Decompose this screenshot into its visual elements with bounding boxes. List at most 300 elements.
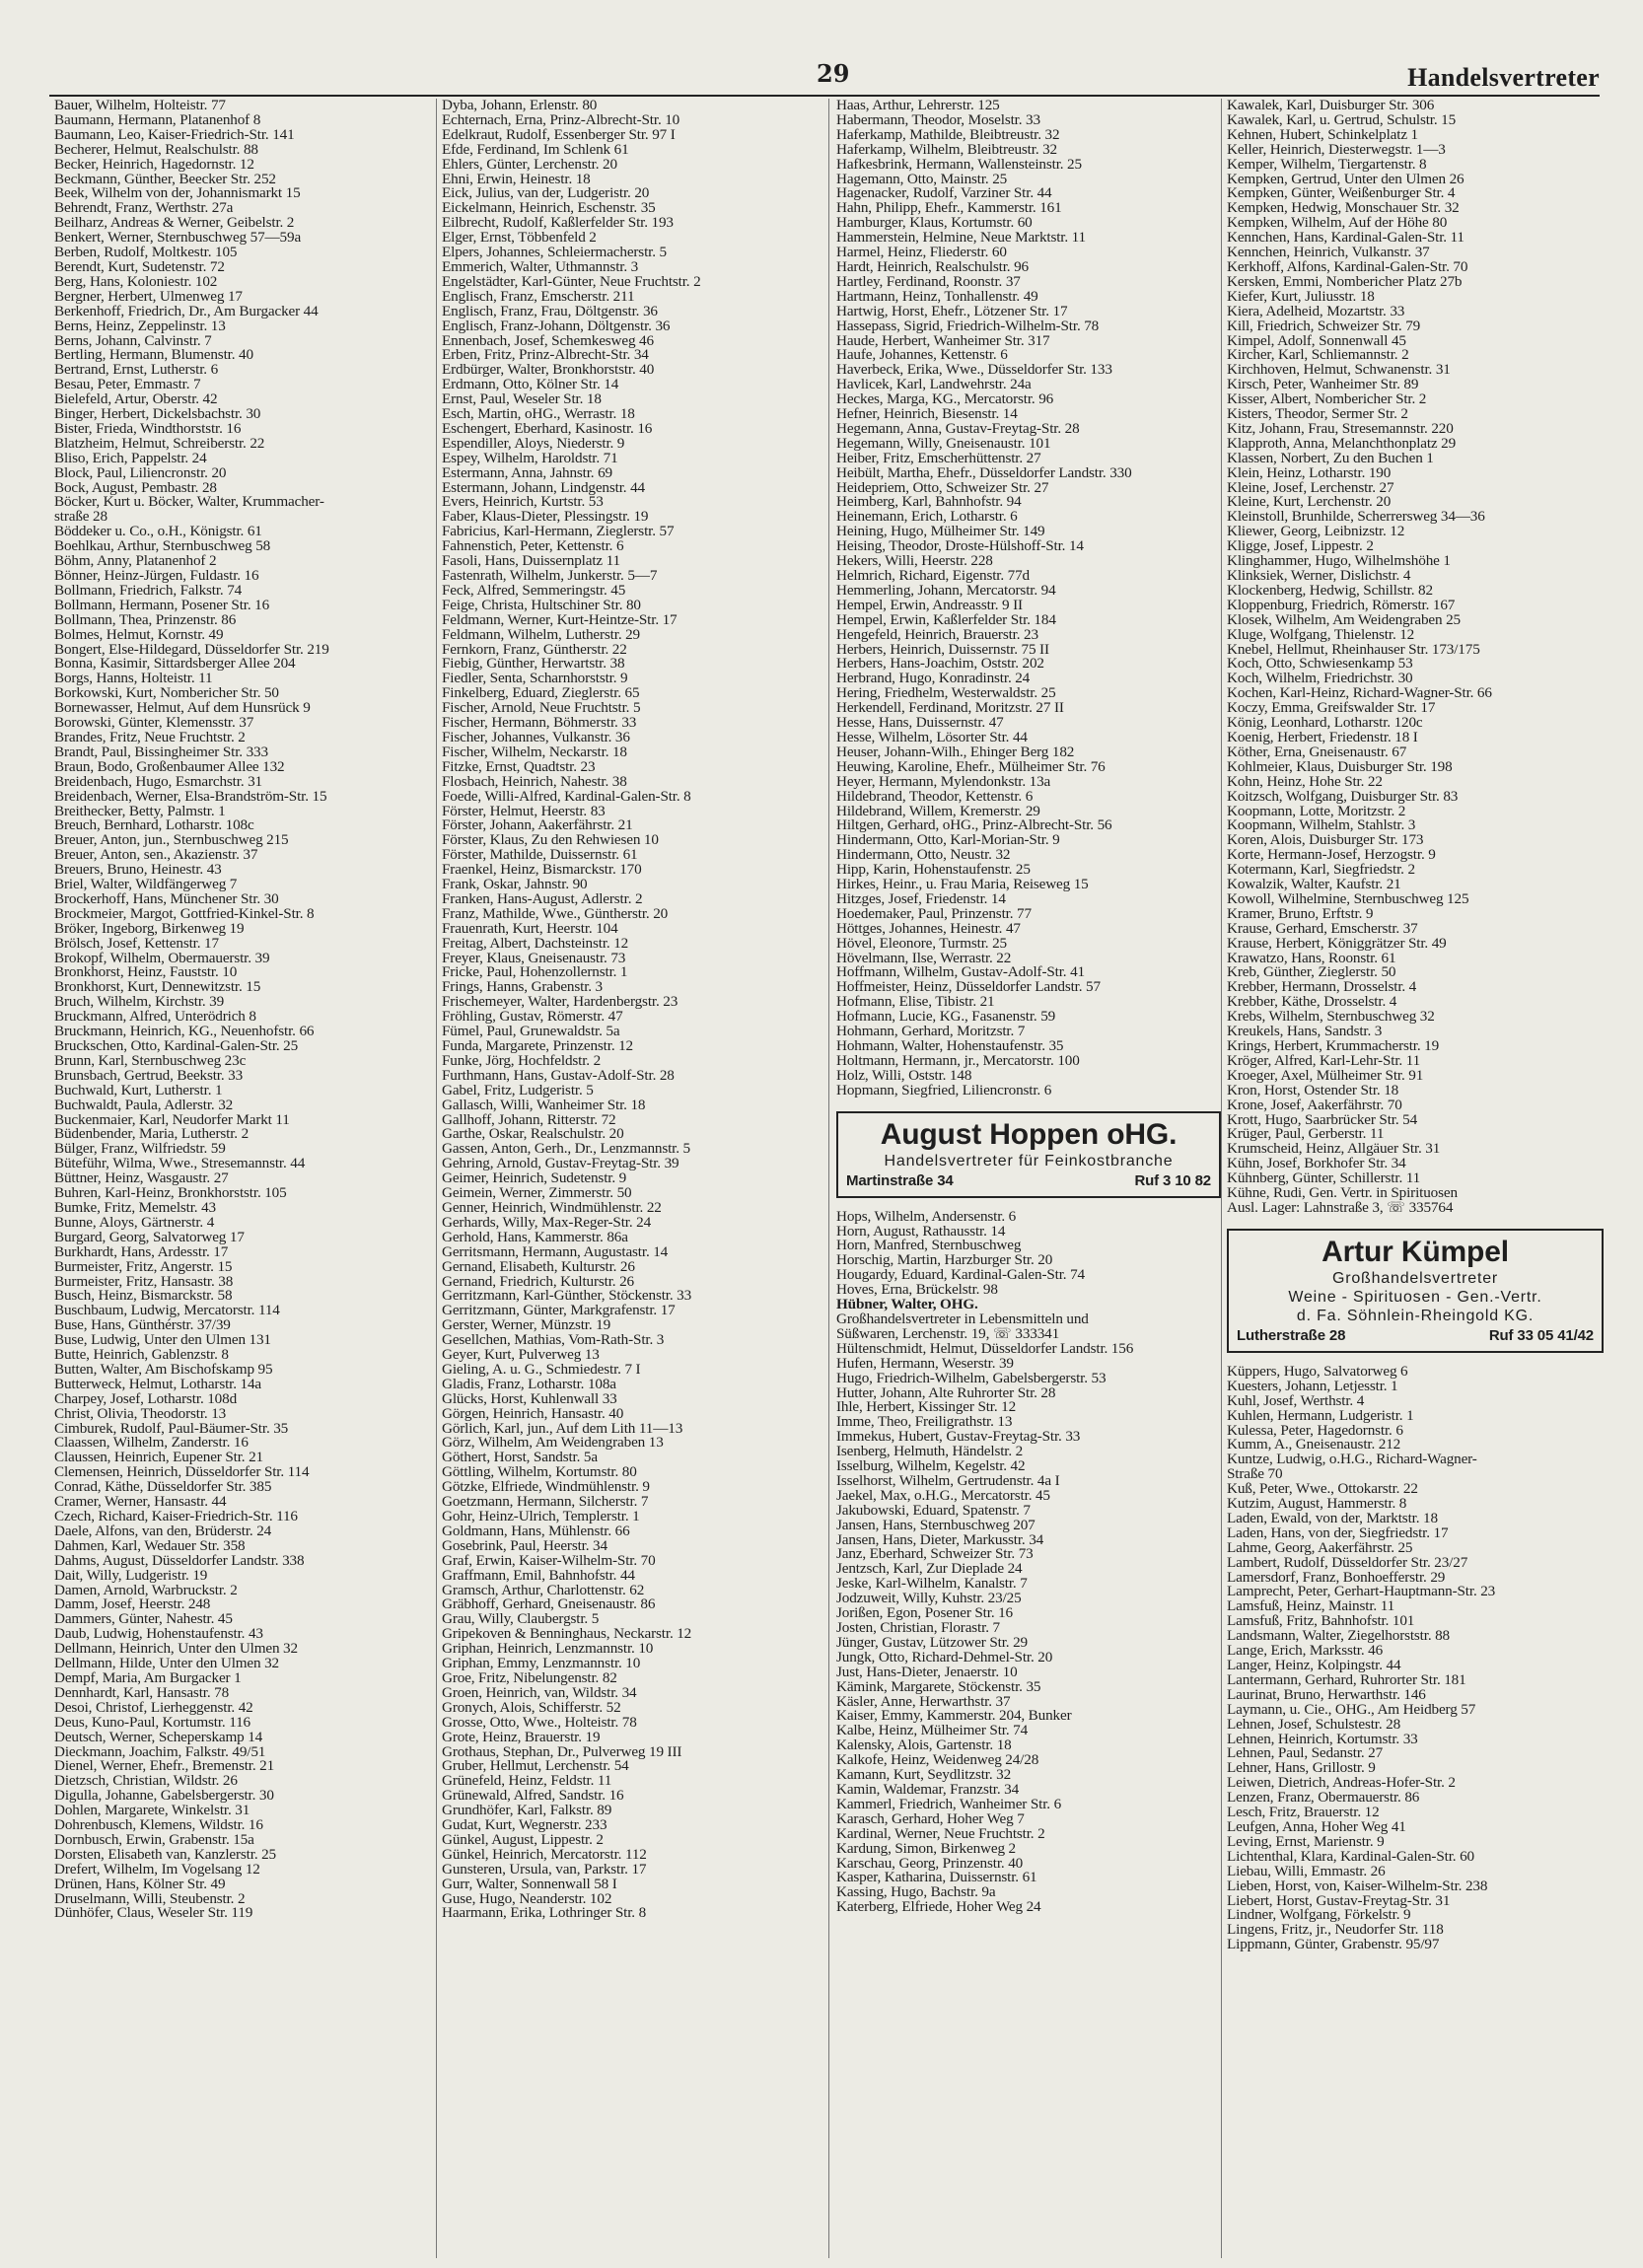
directory-entry: Bruckmann, Alfred, Unterödrich 8 (54, 1010, 256, 1026)
directory-entry: Haas, Arthur, Lehrerstr. 125 (836, 99, 1000, 113)
directory-entry: Brandes, Fritz, Neue Fruchtstr. 2 (54, 730, 246, 745)
directory-entry: Hardt, Heinrich, Realschulstr. 96 (836, 259, 1029, 275)
directory-entry: Kuhlen, Hermann, Ludgeristr. 1 (1227, 1408, 1414, 1424)
directory-entry: Jorißen, Egon, Posener Str. 16 (836, 1606, 1014, 1621)
directory-entry: Lamsfuß, Heinz, Mainstr. 11 (1227, 1599, 1395, 1615)
directory-entry: Förster, Mathilde, Duissernstr. 61 (442, 848, 638, 864)
directory-entry: Dammers, Günter, Nahestr. 45 (54, 1612, 233, 1628)
directory-entry: Koitzsch, Wolfgang, Duisburger Str. 83 (1227, 789, 1459, 805)
directory-entry: Leufgen, Anna, Hoher Weg 41 (1227, 1819, 1406, 1835)
directory-entry: Gronych, Alois, Schifferstr. 52 (442, 1700, 621, 1716)
directory-entry: Hesse, Hans, Duissernstr. 47 (836, 716, 1004, 731)
directory-entry: Kennchen, Heinrich, Vulkanstr. 37 (1227, 246, 1430, 260)
directory-entry: Busch, Heinz, Bismarckstr. 58 (54, 1289, 233, 1305)
directory-entry: Hahn, Philipp, Ehefr., Kammerstr. 161 (836, 201, 1062, 217)
directory-entry: Hempel, Erwin, Kaßlerfelder Str. 184 (836, 612, 1056, 628)
directory-entry: Kloppenburg, Friedrich, Römerstr. 167 (1227, 598, 1456, 613)
directory-entry: Feldmann, Werner, Kurt-Heintze-Str. 17 (442, 612, 678, 628)
directory-entry: Gerhards, Willy, Max-Reger-Str. 24 (442, 1215, 652, 1231)
directory-entry: Hemmerling, Johann, Mercatorstr. 94 (836, 583, 1056, 599)
directory-entry: Faber, Klaus-Dieter, Plessingstr. 19 (442, 510, 649, 526)
directory-entry: Kempken, Hedwig, Monschauer Str. 32 (1227, 201, 1460, 217)
directory-entry: Kalkofe, Heinz, Weidenweg 24/28 (836, 1753, 1039, 1769)
directory-entry: Fischer, Wilhelm, Neckarstr. 18 (442, 744, 627, 760)
directory-entry: Druselmann, Willi, Steubenstr. 2 (54, 1891, 246, 1907)
directory-entry: Dahms, August, Düsseldorfer Landstr. 338 (54, 1553, 305, 1569)
directory-entry: Lenzen, Franz, Obermauerstr. 86 (1227, 1791, 1420, 1807)
directory-entry: Goldmann, Hans, Mühlenstr. 66 (442, 1524, 630, 1539)
directory-entry: Heuwing, Karoline, Ehefr., Mülheimer Str. 76 (836, 759, 1106, 775)
directory-entry: Bertrand, Ernst, Lutherstr. 6 (54, 363, 219, 379)
directory-entry: Funke, Jörg, Hochfeldstr. 2 (442, 1053, 602, 1069)
directory-entry: Breuch, Bernhard, Lotharstr. 108c (54, 818, 254, 834)
directory-entry: Laymann, u. Cie., OHG., Am Heidberg 57 (1227, 1702, 1476, 1718)
directory-entry: Englisch, Franz-Johann, Döltgenstr. 36 (442, 319, 671, 334)
directory-entry: Großhandelsvertreter in Lebensmitteln und (836, 1311, 1089, 1327)
directory-entry: Gunsteren, Ursula, van, Parkstr. 17 (442, 1862, 647, 1878)
directory-entry: Krebber, Hermann, Drosselstr. 4 (1227, 980, 1417, 996)
directory-entry: Dünhöfer, Claus, Weseler Str. 119 (54, 1906, 253, 1922)
directory-entry: Desoi, Christof, Lierheggenstr. 42 (54, 1700, 253, 1716)
directory-entry: Klosek, Wilhelm, Am Weidengraben 25 (1227, 612, 1461, 628)
directory-entry: Haferkamp, Wilhelm, Bleibtreustr. 32 (836, 142, 1057, 158)
directory-entry: Klockenberg, Hedwig, Schillstr. 82 (1227, 583, 1433, 599)
directory-entry: Hohmann, Walter, Hohenstaufenstr. 35 (836, 1039, 1064, 1054)
directory-entry: Krüger, Paul, Gerberstr. 11 (1227, 1127, 1385, 1143)
directory-entry: Beek, Wilhelm von der, Johannismarkt 15 (54, 186, 301, 202)
directory-entry: Breidenbach, Werner, Elsa-Brandström-Str. 15 (54, 789, 327, 805)
directory-entry: Haverbeck, Erika, Wwe., Düsseldorfer Str. 133 (836, 363, 1112, 379)
directory-entry: Kassing, Hugo, Bachstr. 9a (836, 1885, 996, 1901)
directory-entry: Gerster, Werner, Münzstr. 19 (442, 1318, 611, 1334)
directory-entry: Isselhorst, Wilhelm, Gertrudenstr. 4a I (836, 1473, 1060, 1489)
directory-entry: Borgs, Hanns, Holteistr. 11 (54, 672, 213, 687)
directory-entry: Lindner, Wolfgang, Förkelstr. 9 (1227, 1908, 1411, 1924)
directory-entry: Havlicek, Karl, Landwehrstr. 24a (836, 378, 1032, 393)
advert-line: Großhandelsvertreter (1331, 1269, 1499, 1287)
directory-entry: Grundhöfer, Karl, Falkstr. 89 (442, 1804, 612, 1819)
directory-entry: Griphan, Heinrich, Lenzmannstr. 10 (442, 1642, 654, 1658)
directory-entry: Böddeker u. Co., o.H., Königstr. 61 (54, 525, 262, 540)
directory-entry: Hitzges, Josef, Friedenstr. 14 (836, 891, 1006, 907)
directory-entry: Kleine, Kurt, Lerchenstr. 20 (1227, 495, 1392, 511)
directory-entry: Bolmes, Helmut, Kornstr. 49 (54, 627, 224, 643)
directory-entry: Kasper, Katharina, Duissernstr. 61 (836, 1871, 1037, 1886)
directory-entry: Koch, Wilhelm, Friedrichstr. 30 (1227, 672, 1413, 687)
directory-entry: Hougardy, Eduard, Kardinal-Galen-Str. 74 (836, 1268, 1085, 1284)
directory-entry: Fischer, Johannes, Vulkanstr. 36 (442, 730, 630, 745)
directory-entry: Haferkamp, Mathilde, Bleibtreustr. 32 (836, 127, 1060, 143)
directory-entry: Buchwald, Kurt, Lutherstr. 1 (54, 1083, 223, 1099)
directory-entry: Kulessa, Peter, Hagedornstr. 6 (1227, 1423, 1403, 1439)
directory-entry: Evers, Heinrich, Kurtstr. 53 (442, 495, 604, 511)
directory-entry: Heuser, Johann-Wilh., Ehinger Berg 182 (836, 744, 1075, 760)
directory-entry: Fernkorn, Franz, Güntherstr. 22 (442, 642, 627, 658)
directory-entry: Conrad, Käthe, Düsseldorfer Str. 385 (54, 1480, 272, 1496)
directory-entry: Herbers, Hans-Joachim, Oststr. 202 (836, 657, 1044, 673)
directory-entry: Kamin, Waldemar, Franzstr. 34 (836, 1782, 1020, 1798)
directory-entry: Hoedemaker, Paul, Prinzenstr. 77 (836, 906, 1032, 922)
directory-entry: Jodzuweit, Willy, Kuhstr. 23/25 (836, 1592, 1022, 1607)
directory-entry: Hammerstein, Helmine, Neue Marktstr. 11 (836, 231, 1086, 247)
directory-entry: Bollmann, Hermann, Posener Str. 16 (54, 598, 270, 613)
directory-entry: Kempken, Gertrud, Unter den Ulmen 26 (1227, 172, 1464, 187)
directory-entry: Dait, Willy, Ludgeristr. 19 (54, 1568, 208, 1584)
directory-entry: Hartley, Ferdinand, Roonstr. 37 (836, 274, 1021, 290)
directory-entry: Bock, August, Pembastr. 28 (54, 480, 217, 496)
directory-entry: Lieben, Horst, von, Kaiser-Wilhelm-Str. 238 (1227, 1878, 1488, 1894)
directory-entry: Drefert, Wilhelm, Im Vogelsang 12 (54, 1862, 260, 1878)
directory-entry: Kawalek, Karl, Duisburger Str. 306 (1227, 99, 1435, 113)
directory-entry: Hegemann, Willy, Gneisenaustr. 101 (836, 436, 1051, 452)
directory-entry: Cramer, Werner, Hansastr. 44 (54, 1495, 227, 1510)
directory-entry: Kehnen, Hubert, Schinkelplatz 1 (1227, 127, 1418, 143)
directory-entry: Gallhoff, Johann, Ritterstr. 72 (442, 1112, 616, 1128)
directory-entry: Gripekoven & Benninghaus, Neckarstr. 12 (442, 1627, 692, 1643)
directory-entry: Karasch, Gerhard, Hoher Weg 7 (836, 1811, 1025, 1827)
directory-entry: Küppers, Hugo, Salvatorweg 6 (1227, 1364, 1408, 1380)
directory-entry: Engelstädter, Karl-Günter, Neue Fruchtstr. 2 (442, 274, 701, 290)
directory-entry: Gesellchen, Mathias, Vom-Rath-Str. 3 (442, 1333, 665, 1349)
directory-entry: Kalbe, Heinz, Mülheimer Str. 74 (836, 1724, 1029, 1739)
directory-entry: Lehnen, Heinrich, Kortumstr. 33 (1227, 1732, 1418, 1747)
directory-entry: Görlich, Karl, jun., Auf dem Lith 11—13 (442, 1421, 683, 1437)
directory-entry: Kühne, Rudi, Gen. Vertr. in Spirituosen (1227, 1186, 1458, 1201)
directory-entry: Immekus, Hubert, Gustav-Freytag-Str. 33 (836, 1430, 1081, 1446)
directory-entry: Lamprecht, Peter, Gerhart-Hauptmann-Str. 23 (1227, 1585, 1496, 1600)
directory-entry: Breuer, Anton, jun., Sternbuschweg 215 (54, 833, 289, 849)
directory-entry: Hohmann, Gerhard, Moritzstr. 7 (836, 1025, 1026, 1039)
directory-entry: Kaiser, Emmy, Kammerstr. 204, Bunker (836, 1709, 1072, 1725)
directory-entry: Gurr, Walter, Sonnenwall 58 I (442, 1877, 617, 1892)
directory-entry: Kersken, Emmi, Nombericher Platz 27b (1227, 274, 1463, 290)
directory-entry: Dornbusch, Erwin, Grabenstr. 15a (54, 1832, 254, 1848)
advert-name: Artur Kümpel (1322, 1235, 1509, 1268)
directory-entry: Hipp, Karin, Hohenstaufenstr. 25 (836, 863, 1031, 879)
directory-entry: Geimer, Heinrich, Sudetenstr. 9 (442, 1171, 627, 1187)
directory-entry: Klapproth, Anna, Melanchthonplatz 29 (1227, 436, 1457, 452)
directory-entry: Hartwig, Horst, Ehefr., Lötzener Str. 17 (836, 304, 1068, 319)
directory-entry: Fraenkel, Heinz, Bismarckstr. 170 (442, 863, 642, 879)
directory-entry: Eickelmann, Heinrich, Eschenstr. 35 (442, 201, 656, 217)
directory-entry: Kennchen, Hans, Kardinal-Galen-Str. 11 (1227, 231, 1464, 247)
directory-entry: Kluge, Wolfgang, Thielenstr. 12 (1227, 627, 1415, 643)
directory-entry: Liebert, Horst, Gustav-Freytag-Str. 31 (1227, 1893, 1451, 1909)
directory-entry: Hindermann, Otto, Karl-Morian-Str. 9 (836, 833, 1060, 849)
directory-entry: Beckmann, Günther, Beecker Str. 252 (54, 172, 276, 187)
directory-entry: Hassepass, Sigrid, Friedrich-Wilhelm-Str. 78 (836, 319, 1100, 334)
directory-entry: Buhren, Karl-Heinz, Bronkhorststr. 105 (54, 1186, 287, 1201)
directory-entry: Kempken, Günter, Weißenburger Str. 4 (1227, 186, 1456, 202)
directory-entry: Kohn, Heinz, Hohe Str. 22 (1227, 774, 1383, 790)
directory-entry: Lange, Erich, Marksstr. 46 (1227, 1644, 1384, 1659)
directory-entry: Estermann, Johann, Lindgenstr. 44 (442, 480, 645, 496)
directory-entry: Lamsfuß, Fritz, Bahnhofstr. 101 (1227, 1614, 1415, 1630)
directory-entry: Büdenbender, Maria, Lutherstr. 2 (54, 1127, 250, 1143)
directory-entry: Cimburek, Rudolf, Paul-Bäumer-Str. 35 (54, 1421, 289, 1437)
directory-entry: Kämink, Margarete, Stöckenstr. 35 (836, 1679, 1041, 1695)
directory-entry: Grünewald, Alfred, Sandstr. 16 (442, 1789, 624, 1805)
directory-entry: Baumann, Leo, Kaiser-Friedrich-Str. 141 (54, 127, 295, 143)
directory-entry: Bronkhorst, Heinz, Fauststr. 10 (54, 965, 238, 981)
directory-entry: Kowalzik, Walter, Kaufstr. 21 (1227, 878, 1401, 892)
directory-entry: Haarmann, Erika, Lothringer Str. 8 (442, 1906, 647, 1922)
directory-entry: Burkhardt, Hans, Ardesstr. 17 (54, 1244, 229, 1260)
directory-entry: Kühnberg, Günter, Schillerstr. 11 (1227, 1171, 1421, 1187)
directory-entry: Hindermann, Otto, Neustr. 32 (836, 848, 1011, 864)
directory-entry: Straße 70 (1227, 1467, 1283, 1483)
directory-entry: Bongert, Else-Hildegard, Düsseldorfer Str. 219 (54, 642, 329, 658)
directory-entry: Gabel, Fritz, Ludgeristr. 5 (442, 1083, 594, 1099)
directory-entry: Garthe, Oskar, Realschulstr. 20 (442, 1127, 624, 1143)
directory-entry: Hültenschmidt, Helmut, Düsseldorfer Landstr. 156 (836, 1341, 1134, 1357)
directory-entry: Butten, Walter, Am Bischofskamp 95 (54, 1362, 273, 1378)
directory-entry: Kemper, Wilhelm, Tiergartenstr. 8 (1227, 157, 1427, 173)
directory-entry: Bauer, Wilhelm, Holteistr. 77 (54, 99, 226, 113)
directory-entry: Bornewasser, Helmut, Auf dem Hunsrück 9 (54, 701, 311, 717)
page-title: Handelsvertreter (1407, 63, 1600, 92)
directory-entry: Hops, Wilhelm, Andersenstr. 6 (836, 1209, 1017, 1225)
directory-entry: Kochen, Karl-Heinz, Richard-Wagner-Str. 66 (1227, 686, 1492, 702)
directory-entry: Fiedler, Senta, Scharnhorststr. 9 (442, 672, 628, 687)
directory-entry: Haude, Herbert, Wanheimer Str. 317 (836, 333, 1050, 349)
directory-entry: Bronkhorst, Kurt, Dennewitzstr. 15 (54, 980, 261, 996)
directory-entry: Brölsch, Josef, Kettenstr. 17 (54, 936, 219, 952)
directory-entry: Hoffmann, Wilhelm, Gustav-Adolf-Str. 41 (836, 965, 1085, 981)
directory-entry: Furthmann, Hans, Gustav-Adolf-Str. 28 (442, 1068, 675, 1084)
directory-entry: Brandt, Paul, Bissingheimer Str. 333 (54, 744, 268, 760)
directory-entry: Koczy, Emma, Greifswalder Str. 17 (1227, 701, 1436, 717)
directory-entry: Harmel, Heinz, Fliederstr. 60 (836, 246, 1007, 260)
entry-list (1227, 1365, 1604, 1952)
directory-entry: Geimein, Werner, Zimmerstr. 50 (442, 1186, 632, 1201)
advert-hoppen (836, 1111, 1221, 1198)
directory-entry: Ennenbach, Josef, Schemkesweg 46 (442, 333, 654, 349)
directory-entry: Kisser, Albert, Nombericher Str. 2 (1227, 392, 1427, 408)
directory-entry: Dellmann, Hilde, Unter den Ulmen 32 (54, 1657, 279, 1671)
directory-entry: Fastenrath, Wilhelm, Junkerstr. 5—7 (442, 569, 658, 584)
directory-entry: Heising, Theodor, Droste-Hülshoff-Str. 14 (836, 539, 1084, 555)
directory-entry: Kuesters, Johann, Letjesstr. 1 (1227, 1379, 1398, 1394)
directory-entry: Kutzim, August, Hammerstr. 8 (1227, 1497, 1407, 1512)
directory-entry: Hagemann, Otto, Mainstr. 25 (836, 172, 1008, 187)
directory-entry: Göttling, Wilhelm, Kortumstr. 80 (442, 1465, 637, 1481)
directory-entry: Kron, Horst, Ostender Str. 18 (1227, 1083, 1399, 1099)
directory-entry: Berns, Johann, Calvinstr. 7 (54, 333, 212, 349)
directory-entry: Buschbaum, Ludwig, Mercatorstr. 114 (54, 1304, 280, 1319)
directory-entry: Gallasch, Willi, Wanheimer Str. 18 (442, 1098, 646, 1113)
directory-entry: Korte, Hermann-Josef, Herzogstr. 9 (1227, 848, 1436, 864)
directory-entry: Brockmeier, Margot, Gottfried-Kinkel-Str. 8 (54, 906, 315, 922)
directory-entry: Estermann, Anna, Jahnstr. 69 (442, 465, 612, 481)
directory-entry: Drünen, Hans, Kölner Str. 49 (54, 1877, 226, 1892)
directory-entry: Bonna, Kasimir, Sittardsberger Allee 204 (54, 657, 296, 673)
directory-entry: Gerritzmann, Günter, Markgrafenstr. 17 (442, 1304, 676, 1319)
directory-entry: Laurinat, Bruno, Herwarthstr. 146 (1227, 1687, 1426, 1703)
directory-entry: Hering, Friedhelm, Westerwaldstr. 25 (836, 686, 1056, 702)
directory-entry: Hesse, Wilhelm, Lösorter Str. 44 (836, 730, 1028, 745)
directory-entry: Horschig, Martin, Harzburger Str. 20 (836, 1253, 1053, 1269)
directory-entry: Deutsch, Werner, Scheperskamp 14 (54, 1730, 263, 1745)
directory-entry: Heimberg, Karl, Bahnhofstr. 94 (836, 495, 1022, 511)
directory-entry: Liebau, Willi, Emmastr. 26 (1227, 1864, 1386, 1879)
column-3 (836, 99, 1221, 1915)
directory-entry: Kitz, Johann, Frau, Stresemannstr. 220 (1227, 421, 1454, 437)
directory-entry: Jünger, Gustav, Lützower Str. 29 (836, 1635, 1028, 1651)
directory-entry: Heiber, Fritz, Emscherhüttenstr. 27 (836, 451, 1041, 466)
directory-entry: Horn, Manfred, Sternbuschweg (836, 1239, 1022, 1254)
directory-entry: Krott, Hugo, Saarbrücker Str. 54 (1227, 1112, 1418, 1128)
directory-entry: Heinemann, Erich, Lotharstr. 6 (836, 510, 1018, 526)
directory-entry: Janz, Eberhard, Schweizer Str. 73 (836, 1547, 1034, 1563)
directory-entry: Gerritsmann, Hermann, Augustastr. 14 (442, 1244, 669, 1260)
directory-entry: Kamann, Kurt, Seydlitzstr. 32 (836, 1768, 1012, 1783)
page-header (0, 59, 1643, 97)
directory-entry: Hempel, Erwin, Andreasstr. 9 II (836, 598, 1023, 613)
directory-entry: Hiltgen, Gerhard, oHG., Prinz-Albrecht-Str. 56 (836, 818, 1112, 834)
directory-entry: Kreukels, Hans, Sandstr. 3 (1227, 1025, 1383, 1039)
directory-entry: Hamburger, Klaus, Kortumstr. 60 (836, 216, 1033, 232)
directory-entry: Grau, Willy, Claubergstr. 5 (442, 1612, 600, 1628)
directory-entry: Fümel, Paul, Grunewaldstr. 5a (442, 1025, 620, 1039)
directory-entry: Jentzsch, Karl, Zur Dieplade 24 (836, 1562, 1023, 1578)
directory-entry: Jaekel, Max, o.H.G., Mercatorstr. 45 (836, 1488, 1050, 1504)
directory-entry: Fröhling, Gustav, Römerstr. 47 (442, 1010, 623, 1026)
directory-entry: Koopmann, Lotte, Moritzstr. 2 (1227, 804, 1406, 819)
directory-entry: Heidepriem, Otto, Schweizer Str. 27 (836, 480, 1049, 496)
directory-entry: Lippmann, Günter, Grabenstr. 95/97 (1227, 1938, 1440, 1953)
directory-entry: Dietzsch, Christian, Wildstr. 26 (54, 1774, 238, 1790)
directory-entry: Baumann, Hermann, Platanenhof 8 (54, 112, 261, 128)
directory-entry: Blatzheim, Helmut, Schreiberstr. 22 (54, 436, 265, 452)
directory-entry: Binger, Herbert, Dickelsbachstr. 30 (54, 407, 261, 422)
directory-entry: Breithecker, Betty, Palmstr. 1 (54, 804, 226, 819)
directory-entry: Gohr, Heinz-Ulrich, Templerstr. 1 (442, 1510, 640, 1524)
directory-entry: Büttner, Heinz, Wasgaustr. 27 (54, 1171, 229, 1187)
directory-entry: Jakubowski, Eduard, Spatenstr. 7 (836, 1503, 1031, 1519)
advert-phone: Ruf 33 05 41/42 (1488, 1326, 1594, 1344)
directory-entry: Dyba, Johann, Erlenstr. 80 (442, 99, 598, 113)
directory-entry: Edelkraut, Rudolf, Essenberger Str. 97 I (442, 127, 676, 143)
directory-entry: Dohrenbusch, Klemens, Wildstr. 16 (54, 1818, 263, 1833)
directory-entry: Jeske, Karl-Wilhelm, Kanalstr. 7 (836, 1577, 1028, 1593)
directory-entry: Lantermann, Gerhard, Ruhrorter Str. 181 (1227, 1672, 1466, 1688)
advert-street: Martinstraße 34 (846, 1171, 954, 1189)
directory-entry: Brockerhoff, Hans, Münchener Str. 30 (54, 891, 279, 907)
directory-entry: Just, Hans-Dieter, Jenaerstr. 10 (836, 1665, 1018, 1680)
directory-entry: Köther, Erna, Gneisenaustr. 67 (1227, 744, 1407, 760)
directory-entry: Hegemann, Anna, Gustav-Freytag-Str. 28 (836, 421, 1080, 437)
directory-entry: Dienel, Werner, Ehefr., Bremenstr. 21 (54, 1759, 275, 1775)
directory-entry: Lamersdorf, Franz, Bonhoefferstr. 29 (1227, 1570, 1446, 1586)
directory-entry: Butterweck, Helmut, Lotharstr. 14a (54, 1377, 262, 1392)
directory-entry: Keller, Heinrich, Diesterwegstr. 1—3 (1227, 142, 1446, 158)
directory-entry: Fasoli, Hans, Duissernplatz 11 (442, 554, 620, 569)
entry-list (54, 99, 433, 1921)
directory-entry: Czech, Richard, Kaiser-Friedrich-Str. 116 (54, 1510, 298, 1524)
directory-entry: Hildebrand, Theodor, Kettenstr. 6 (836, 789, 1034, 805)
directory-entry: Frischemeyer, Walter, Hardenbergstr. 23 (442, 995, 679, 1011)
directory-entry: Borkowski, Kurt, Nombericher Str. 50 (54, 686, 279, 702)
directory-entry: Geyer, Kurt, Pulverweg 13 (442, 1348, 600, 1363)
directory-entry: Buchwaldt, Paula, Adlerstr. 32 (54, 1098, 234, 1113)
directory-entry: Gehring, Arnold, Gustav-Freytag-Str. 39 (442, 1157, 679, 1172)
entry-list (836, 1312, 1221, 1915)
directory-entry: Günkel, August, Lippestr. 2 (442, 1832, 604, 1848)
directory-entry: Isenberg, Helmuth, Händelstr. 2 (836, 1445, 1024, 1460)
directory-entry: Kühn, Josef, Borkhofer Str. 34 (1227, 1157, 1406, 1172)
directory-entry: Kohlmeier, Klaus, Duisburger Str. 198 (1227, 759, 1453, 775)
directory-entry: Krumscheid, Heinz, Allgäuer Str. 31 (1227, 1142, 1441, 1158)
directory-entry: Boehlkau, Arthur, Sternbuschweg 58 (54, 539, 271, 555)
advert-line: Weine - Spirituosen - Gen.-Vertr. (1288, 1288, 1542, 1306)
directory-entry: Groe, Fritz, Nibelungenstr. 82 (442, 1670, 617, 1686)
directory-entry: Eilbrecht, Rudolf, Kaßlerfelder Str. 193 (442, 216, 674, 232)
directory-entry: Glücks, Horst, Kuhlenwall 33 (442, 1391, 617, 1407)
directory-entry: Kuhl, Josef, Werthstr. 4 (1227, 1393, 1365, 1409)
directory-entry: Klinksiek, Werner, Dislichstr. 4 (1227, 569, 1411, 584)
directory-entry: Götzke, Elfriede, Windmühlenstr. 9 (442, 1480, 650, 1496)
directory-entry: Klassen, Norbert, Zu den Buchen 1 (1227, 451, 1434, 466)
directory-entry: Heining, Hugo, Mülheimer Str. 149 (836, 525, 1045, 540)
directory-entry: Buse, Ludwig, Unter den Ulmen 131 (54, 1333, 271, 1349)
entry-list (836, 99, 1221, 1099)
directory-entry: Klein, Heinz, Lotharstr. 190 (1227, 465, 1392, 481)
directory-entry: Kliewer, Georg, Leibnizstr. 12 (1227, 525, 1405, 540)
directory-entry: Leving, Ernst, Marienstr. 9 (1227, 1834, 1385, 1850)
directory-entry: Grote, Heinz, Brauerstr. 19 (442, 1730, 601, 1745)
directory-entry: Koopmann, Wilhelm, Stahlstr. 3 (1227, 818, 1416, 834)
directory-entry: Brokopf, Wilhelm, Obermauerstr. 39 (54, 951, 270, 966)
directory-entry: Bielefeld, Artur, Oberstr. 42 (54, 392, 218, 408)
directory-entry: Hugo, Friedrich-Wilhelm, Gabelsbergerstr. 53 (836, 1371, 1107, 1386)
directory-entry: Frings, Hanns, Grabenstr. 3 (442, 980, 603, 996)
advert-footer (846, 1172, 1211, 1190)
advert-kuempel (1227, 1229, 1604, 1353)
directory-entry: Ausl. Lager: Lahnstraße 3, ☏ 335764 (1227, 1200, 1454, 1216)
directory-entry: Hoves, Erna, Brückelstr. 98 (836, 1283, 998, 1299)
column-1 (54, 99, 433, 1921)
directory-entry: Feck, Alfred, Semmeringstr. 45 (442, 583, 626, 599)
directory-entry: Kawalek, Karl, u. Gertrud, Schulstr. 15 (1227, 112, 1457, 128)
directory-entry: Kiefer, Kurt, Juliusstr. 18 (1227, 289, 1375, 305)
directory-entry: Heibült, Martha, Ehefr., Düsseldorfer Landstr. 330 (836, 465, 1132, 481)
directory-entry: Dennhardt, Karl, Hansastr. 78 (54, 1685, 230, 1701)
directory-entry: Böcker, Kurt u. Böcker, Walter, Krummacher- (54, 495, 324, 511)
directory-entry: Berkenhoff, Friedrich, Dr., Am Burgacker 44 (54, 304, 319, 319)
directory-entry: Becker, Heinrich, Hagedornstr. 12 (54, 157, 254, 173)
directory-entry: Isselburg, Wilhelm, Kegelstr. 42 (836, 1459, 1026, 1474)
directory-entry: Bönner, Heinz-Jürgen, Fuldastr. 16 (54, 569, 259, 584)
directory-entry: Kuß, Peter, Wwe., Ottokarstr. 22 (1227, 1482, 1418, 1498)
directory-entry: Kleinstoll, Brunhilde, Scherrersweg 34—36 (1227, 510, 1485, 526)
directory-entry: Katerberg, Elfriede, Hoher Weg 24 (836, 1900, 1041, 1916)
directory-entry: Karschau, Georg, Prinzenstr. 40 (836, 1856, 1024, 1872)
directory-entry: Esch, Martin, oHG., Werrastr. 18 (442, 407, 635, 422)
directory-entry: Digulla, Johanne, Gabelsbergerstr. 30 (54, 1789, 274, 1805)
directory-entry: Eick, Julius, van der, Ludgeristr. 20 (442, 186, 650, 202)
directory-entry: Claassen, Wilhelm, Zanderstr. 16 (54, 1436, 249, 1452)
entry-list (836, 1210, 1221, 1298)
directory-entry: Block, Paul, Liliencronstr. 20 (54, 465, 227, 481)
directory-entry: straße 28 (54, 510, 107, 526)
directory-entry: Hengefeld, Heinrich, Brauerstr. 23 (836, 627, 1038, 643)
directory-entry: Hövel, Eleonore, Turmstr. 25 (836, 936, 1007, 952)
directory-entry: Kotermann, Karl, Siegfriedstr. 2 (1227, 863, 1415, 879)
directory-entry: Kirchhoven, Helmut, Schwanenstr. 31 (1227, 363, 1451, 379)
directory-entry: Lingens, Fritz, jr., Neudorfer Str. 118 (1227, 1923, 1444, 1939)
directory-entry: Bruch, Wilhelm, Kirchstr. 39 (54, 995, 225, 1011)
